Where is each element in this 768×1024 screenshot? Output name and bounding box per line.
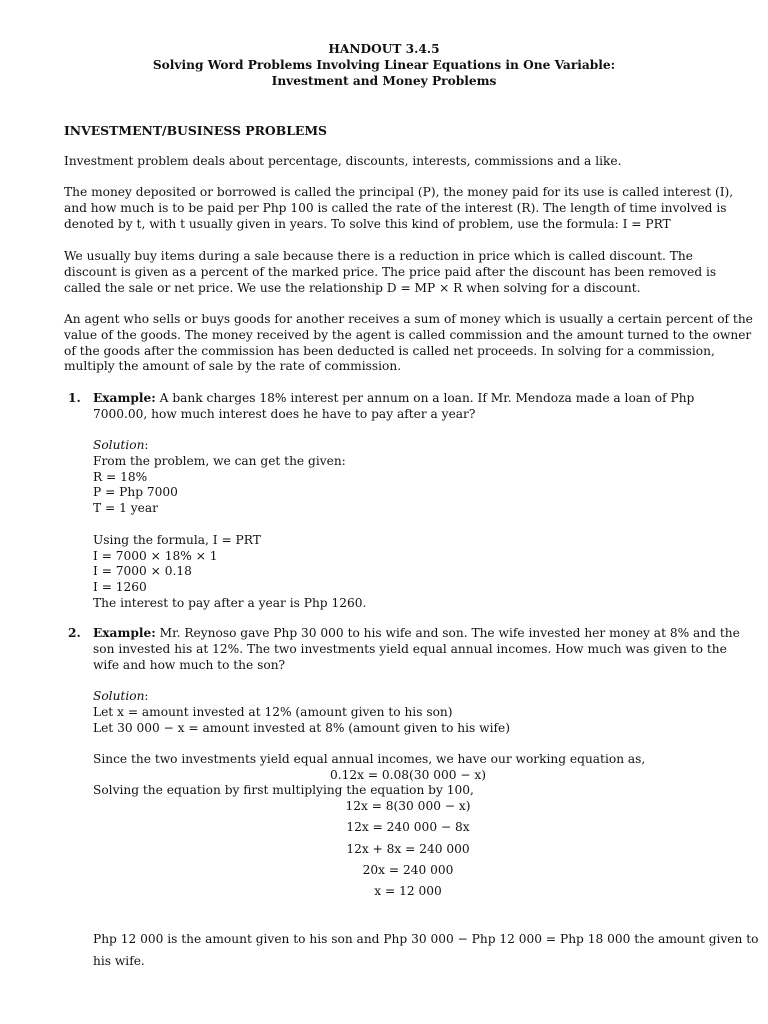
solution-line: R = 18% (93, 469, 148, 484)
example-1-label: Example: (93, 391, 156, 405)
solution-line: The interest to pay after a year is Php 1260. (93, 595, 367, 610)
equation-step: 20x = 240 000 (362, 863, 454, 877)
let-statement: Let 30 000 − x = amount invested at 8% (amount given to his wife) (93, 720, 510, 735)
solution-line: From the problem, we can get the given: (93, 453, 346, 468)
example-1-solution (93, 438, 723, 612)
paragraph-line: of the goods after the commission has been deducted is called net proceeds. In solving for a commission, (64, 343, 715, 358)
solution-line: I = 7000 × 18% × 1 (93, 548, 218, 563)
solution-line: T = 1 year (93, 501, 158, 516)
paragraph-line: and how much is to be paid per Php 100 is called the rate of the interest (R). The length of time involved is (64, 200, 727, 215)
paragraph-line: An agent who sells or buys goods for another receives a sum of money which is usually a certain percent of the (64, 312, 753, 326)
paragraph-line: discount is given as a percent of the marked price. The price paid after the discount has been removed is (64, 264, 717, 279)
example-2-solution (93, 689, 723, 736)
equation-step: x = 12 000 (374, 884, 442, 898)
solution-label: Solution (93, 689, 145, 703)
solution-line: I = 1260 (93, 580, 147, 595)
paragraph-line: The money deposited or borrowed is called the principal (P), the money paid for its use is called interest (I), (64, 185, 734, 199)
handout-number: HANDOUT 3.4.5 (328, 42, 440, 56)
example-2-conclusion (93, 928, 759, 972)
solution-line: Using the formula, I = PRT (93, 532, 261, 547)
section-heading: INVESTMENT/BUSINESS PROBLEMS (64, 123, 328, 138)
paragraph-interest (64, 185, 734, 232)
let-statement: Let x = amount invested at 12% (amount given to his son) (93, 704, 453, 719)
working-equation-intro: Since the two investments yield equal annual incomes, we have our working equation as, (93, 752, 646, 766)
paragraph-line: denoted by t, with t usually given in years. To solve this kind of problem, use the formula: I = PRT (64, 216, 671, 231)
example-1-number: 1. (68, 391, 81, 405)
paragraph-commission (64, 312, 753, 375)
conclusion-line: his wife. (93, 954, 145, 968)
paragraph-line: multiply the amount of sale by the rate of commission. (64, 359, 402, 374)
handout-header (0, 41, 768, 89)
example-2-number: 2. (68, 626, 81, 640)
example-1-text-cont: 7000.00, how much interest does he have to pay after a year? (93, 406, 476, 421)
example-1-problem (93, 391, 723, 423)
solution-blank-line (93, 517, 723, 533)
paragraph-intro: Investment problem deals about percentage, discounts, interests, commissions and a like. (64, 154, 622, 168)
equation-step: 12x + 8x = 240 000 (346, 842, 470, 856)
solution-colon: : (144, 438, 149, 452)
example-2-problem (93, 626, 740, 673)
example-2-text: Mr. Reynoso gave Php 30 000 to his wife and son. The wife invested her money at 8% and the (155, 626, 740, 640)
solution-label: Solution (93, 438, 145, 452)
paragraph-line: value of the goods. The money received by the agent is called commission and the amount turned to the owner (64, 327, 752, 342)
paragraph-discount (64, 249, 724, 296)
solution-colon: : (144, 689, 149, 703)
example-1-text: A bank charges 18% interest per annum on a loan. If Mr. Mendoza made a loan of Php (155, 391, 695, 405)
working-equation: 0.12x = 0.08(30 000 − x) (329, 768, 487, 782)
example-2-label: Example: (93, 626, 156, 640)
paragraph-line: We usually buy items during a sale because there is a reduction in price which is called discount. The (64, 249, 693, 263)
paragraph-line: called the sale or net price. We use the relationship D = MP × R when solving for a discount. (64, 280, 641, 295)
example-2-text-cont: son invested his at 12%. The two investments yield equal annual incomes. How much was given to the (93, 641, 727, 656)
handout-title: Solving Word Problems Involving Linear Equations in One Variable: (152, 58, 616, 72)
conclusion-line: Php 12 000 is the amount given to his son and Php 30 000 − Php 12 000 = Php 18 000 the amount given to (93, 932, 759, 946)
equation-step: 12x = 8(30 000 − x) (345, 799, 471, 813)
equation-step: 12x = 240 000 − 8x (346, 820, 470, 834)
solution-line: P = Php 7000 (93, 485, 178, 500)
example-2-text-cont: wife and how much to the son? (93, 657, 286, 672)
solving-intro: Solving the equation by first multiplying the equation by 100, (93, 783, 474, 797)
handout-subtitle: Investment and Money Problems (271, 74, 497, 88)
solution-line: I = 7000 × 0.18 (93, 564, 192, 579)
